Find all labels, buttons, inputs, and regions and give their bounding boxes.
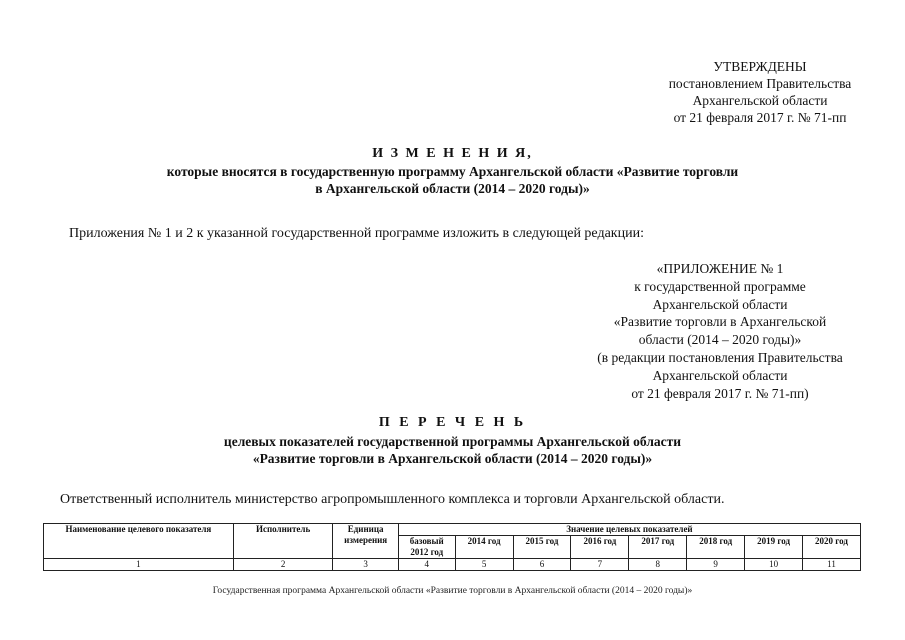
responsible-executor: Ответственный исполнитель министерство агропромышленного комплекса и торговли Архангельской области.: [60, 492, 725, 507]
list-subtitle-line-1: целевых показателей государственной программы Архангельской области: [223, 434, 682, 449]
header-year: 2018 год: [687, 536, 745, 559]
header-year: 2015 год: [513, 536, 571, 559]
column-number: 6: [513, 559, 571, 571]
column-number: 10: [745, 559, 803, 571]
header-indicator: Наименование целевого показателя: [44, 524, 234, 559]
header-year: 2019 год: [745, 536, 803, 559]
appendix-line: «ПРИЛОЖЕНИЕ № 1: [656, 261, 784, 276]
appendix-line: к государственной программе: [634, 278, 806, 294]
table-column-numbers-row: [44, 559, 861, 571]
target-indicators-table: [43, 523, 861, 571]
column-number: 3: [333, 559, 398, 571]
approval-title: УТВЕРЖДЕНЫ: [713, 59, 807, 74]
approval-line-2: Архангельской области: [692, 93, 828, 108]
changes-subtitle-line-2: в Архангельской области (2014 – 2020 годы)»: [315, 181, 590, 196]
header-values: Значение целевых показателей: [398, 524, 860, 536]
header-unit: Единица измерения: [333, 524, 398, 559]
intro-paragraph: Приложения № 1 и 2 к указанной государственной программе изложить в следующей редакции:: [69, 226, 644, 241]
changes-subtitle-line-1: которые вносятся в государственную программу Архангельской области «Развитие торговли: [166, 164, 739, 179]
column-number: 2: [233, 559, 333, 571]
list-subtitle: [0, 433, 905, 467]
appendix-line: «Развитие торговли в Архангельской: [613, 314, 827, 330]
header-year: 2017 год: [629, 536, 687, 559]
approval-line-3: от 21 февраля 2017 г. № 71-пп: [673, 110, 847, 125]
column-number: 8: [629, 559, 687, 571]
appendix-line: Архангельской области: [652, 367, 788, 383]
approval-line-1: постановлением Правительства: [668, 76, 852, 91]
column-number: 4: [398, 559, 455, 571]
changes-subtitle: [0, 163, 905, 197]
column-number: 11: [803, 559, 861, 571]
page-footer: Государственная программа Архангельской области «Развитие торговли в Архангельской области (2014 – 2020 годы)»: [212, 586, 693, 596]
approval-stamp: [620, 58, 900, 126]
appendix-line: от 21 февраля 2017 г. № 71-пп): [631, 385, 809, 401]
header-year: 2016 год: [571, 536, 629, 559]
list-title: П Е Р Е Ч Е Н Ь: [378, 415, 527, 430]
column-number: 7: [571, 559, 629, 571]
column-number: 5: [455, 559, 513, 571]
table-header-row: [44, 524, 861, 536]
changes-title: И З М Е Н Е Н И Я,: [372, 146, 533, 161]
appendix-header: [570, 260, 870, 402]
header-year: 2020 год: [803, 536, 861, 559]
list-subtitle-line-2: «Развитие торговли в Архангельской области (2014 – 2020 годы)»: [252, 451, 653, 466]
appendix-line: Архангельской области: [652, 296, 788, 312]
column-number: 1: [44, 559, 234, 571]
appendix-line: области (2014 – 2020 годы)»: [638, 332, 802, 348]
header-year: 2014 год: [455, 536, 513, 559]
column-number: 9: [687, 559, 745, 571]
header-year: базовый 2012 год: [398, 536, 455, 559]
header-executor: Исполнитель: [233, 524, 333, 559]
appendix-line: (в редакции постановления Правительства: [597, 349, 843, 365]
